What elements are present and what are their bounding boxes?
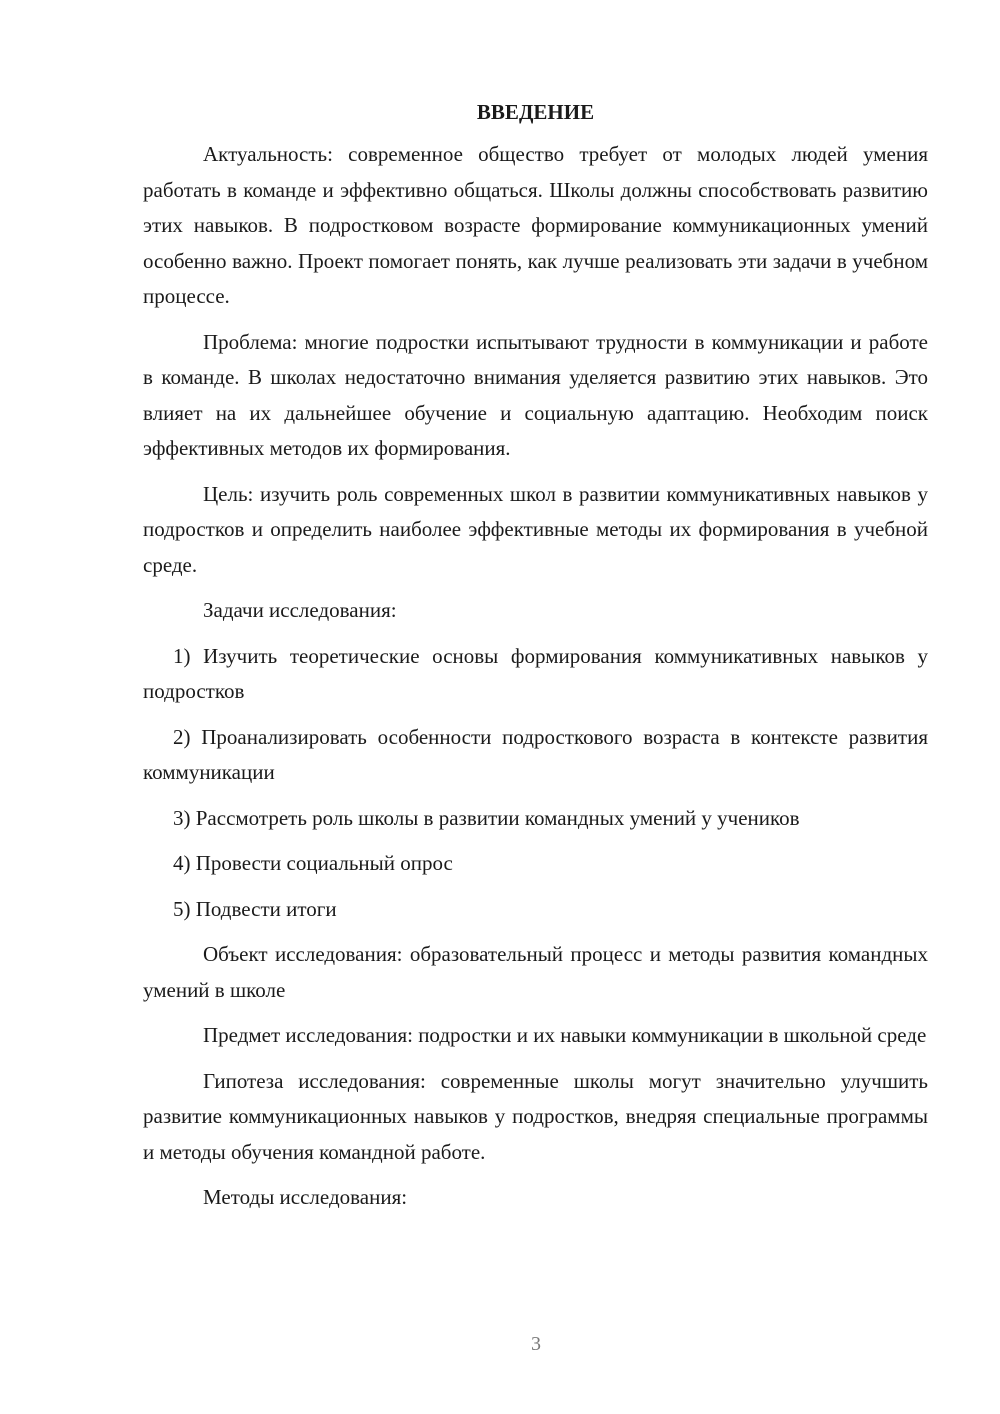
subject-paragraph: Предмет исследования: подростки и их навыки коммуникации в школьной среде — [203, 1023, 927, 1047]
page-title: ВВЕДЕНИЕ — [476, 100, 595, 124]
relevance-paragraph: Актуальность: современное общество требует от молодых людей умения работать в команде и эффективно общаться. Школы должны способствовать развитию этих навыков. В подростковом возрасте формирование коммуникационных умений особенно важно. Проект помогает понять, как лучше реализовать эти задачи в учебном процессе. — [143, 142, 928, 308]
hypothesis-paragraph: Гипотеза исследования: современные школы могут значительно улучшить развитие коммуникационных навыков у подростков, внедряя специальные программы и методы обучения командной работе. — [143, 1068, 928, 1164]
task-item-5: 5) Подвести итоги — [173, 896, 337, 921]
problem-paragraph: Проблема: многие подростки испытывают трудности в коммуникации и работе в команде. В школах недостаточно внимания уделяется развитию этих навыков. Это влияет на их дальнейшее обучение и социальную адаптацию. Необходим поиск эффективных методов их формирования. — [143, 329, 928, 460]
page-number: 3 — [531, 1333, 541, 1355]
document-page — [143, 97, 928, 1226]
task-item-1: 1) Изучить теоретические основы формирования коммуникативных навыков у подростков — [143, 643, 928, 703]
task-item-4: 4) Провести социальный опрос — [173, 851, 453, 875]
methods-heading: Методы исследования: — [203, 1185, 408, 1209]
tasks-heading: Задачи исследования: — [203, 598, 397, 622]
task-item-3: 3) Рассмотреть роль школы в развитии командных умений у учеников — [173, 805, 800, 830]
object-paragraph: Объект исследования: образовательный процесс и методы развития командных умений в школе — [143, 942, 928, 1002]
task-item-2: 2) Проанализировать особенности подросткового возраста в контексте развития коммуникации — [143, 724, 928, 784]
goal-paragraph: Цель: изучить роль современных школ в развитии коммуникативных навыков у подростков и определить наиболее эффективные методы их формирования в учебной среде. — [143, 481, 928, 577]
